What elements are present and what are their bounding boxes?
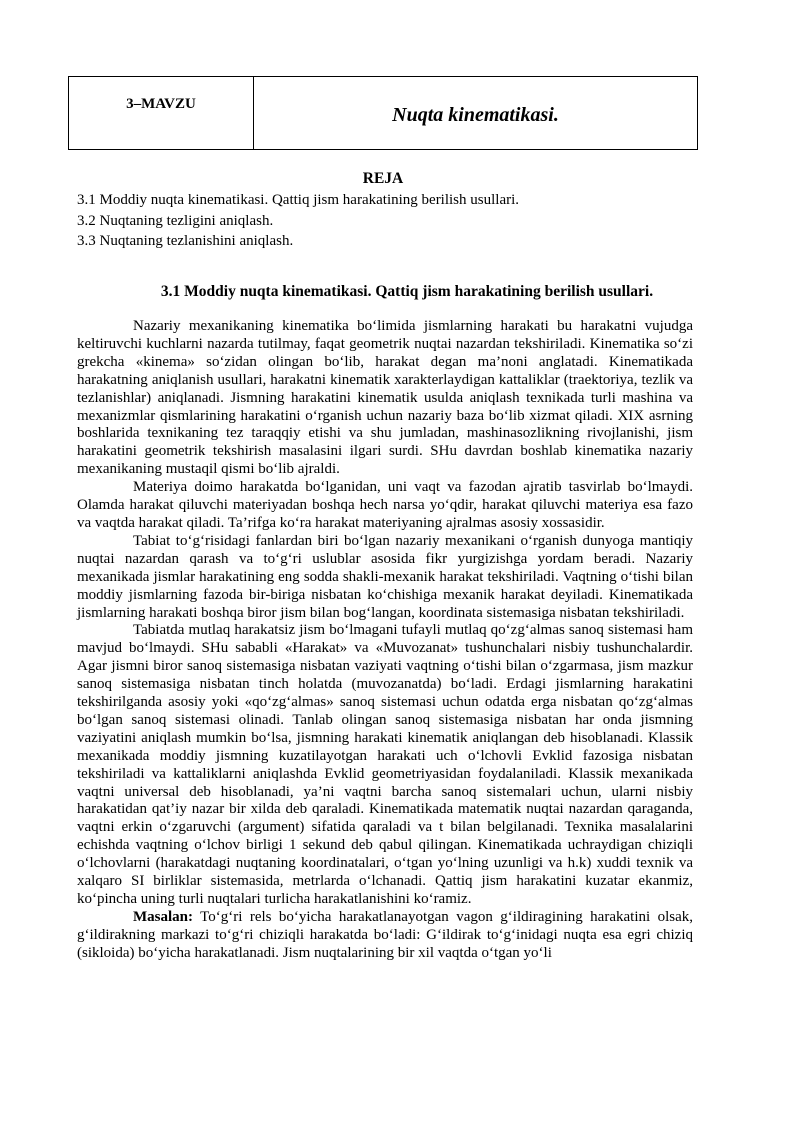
plan-item: 3.2 Nuqtaning tezligini aniqlash.	[77, 212, 274, 229]
example-text: To‘g‘ri rels bo‘yicha harakatlanayotgan vagon g‘ildiragining harakatini olsak, g‘ildirakning markazi to‘g‘ri chiziqli harakatda bo‘ladi: G‘ildirak to‘g‘inidagi nuqta esa egri chiziq (sikloida) bo‘yicha harakatlanadi. Jism nuqtalarining bir xil vaqtda o‘tgan yo‘li	[77, 908, 693, 961]
paragraph: Tabiat to‘g‘risidagi fanlardan biri bo‘lgan nazariy mexanikani o‘rganish dunyoga mantiqiy nuqtai nazardan qarash va to‘g‘ri uslublar asosida fikr yurgizishga yordam beradi. Nazariy mexanikada jismlar harakatining eng sodda shakli-mexanik harakat tekshiriladi. Vaqtning o‘tishi bilan moddiy jismlarning fazoda bir-biriga nisbatan ko‘chishiga mexanik harakat deyiladi. Kinematikada jismlarning harakati boshqa biror jism bilan bog‘langan, koordinata sistemasiga nisbatan tekshiriladi.	[77, 532, 693, 621]
plan-list	[77, 190, 519, 252]
plan-title: REJA	[362, 170, 404, 187]
plan-item: 3.3 Nuqtaning tezlanishini aniqlash.	[77, 233, 294, 249]
plan-item: 3.1 Moddiy nuqta kinematikasi. Qattiq jism harakatining berilish usullari.	[77, 192, 520, 208]
paragraph: Nazariy mexanikaning kinematika bo‘limida jismlarning harakati bu harakatni vujudga keltiruvchi kuchlarni nazarda tutilmay, faqat geometrik nuqtai nazardan tekshiriladi. Kinematika so‘zi grekcha «kinema» so‘zidan olingan bo‘lib, harakat degan ma’noni anglatadi. Kinematikada harakatning aniqlanish usullari, harakatni kinematik xarakterlaydigan kattaliklar (traektoriya, tezlik va tezlanishlar) aniqlanadi. Jismning harakatini kinematik usulda aniqlash texnikada turli mashina va mexanizmlar qismlarining harakatini o‘rganish uchun nazariy baza bo‘lib xizmat qiladi. XIX asrning boshlarida texnikaning tez taraqqiy etishi va shu jumladan, mashinasozlikning rivojlanishi, jism harakatini geometrik tekshirish masalasini ilgari surdi. SHu davrdan boshlab kinematika nazariy mexanikaning mustaqil qismi bo‘lib ajraldi.	[77, 318, 693, 478]
paragraph: Tabiatda mutlaq harakatsiz jism bo‘lmagani tufayli mutlaq qo‘zg‘almas sanoq sistemasi ham mavjud bo‘lmaydi. SHu sababli «Harakat» va «Muvozanat» tushunchalari nisbiy tushunchalardir. Agar jismni biror sanoq sistemasiga nisbatan vaziyati vaqtning o‘tishi bilan o‘zgarmasa, jism mazkur sanoq sistemasiga nisbatan tinch holatda (muvozanatda) bo‘ladi. Erdagi jismlarning harakatini tekshirilganda asosiy yoki «qo‘zg‘almas» sanoq sistemasi uchun odatda erga nisbatan qo‘zg‘almas bo‘lgan sanoq sistemasi olinadi. Tanlab olingan sanoq sistemasiga nisbatan har onda jismning vaziyatini aniqlash mumkin bo‘lsa, jismning harakati kinematik aniqlangan deb hisoblanadi. Klassik mexanikada moddiy jismning kuzatilayotgan harakati uch o‘lchovli Evklid fazosiga nisbatan tekshiriladi va kattaliklarni aniqlashda Evklid geometriyasidan foydalaniladi. Klassik mexanikada vaqtni universal deb hisoblanadi, ya’ni vaqtni barcha sanoq sistemalari uchun, ularni nisbiy harakatidan qat’iy nazar bir xilda deb qaraladi. Kinematikada matematik nuqtai nazardan qaraganda, vaqtni erkin o‘zgaruvchi (argument) sifatida qaraladi va t bilan belgilanadi. Texnika masalalarini echishda vaqtning o‘lchov birligi 1 sekund deb qabul qilingan. Kinematikada uchraydigan chiziqli o‘lchovlarni (harakatdagi nuqtaning koordinatalari, o‘tgan yo‘lning uzunligi va h.k) xuddi texnik va xalqaro SI birliklar sistemasida, metrlarda o‘lchanadi. Qattiq jism harakatini kuzatar ekanmiz, ko‘pincha uning turli nuqtalari turlicha harakatlanishini ko‘ramiz.	[77, 622, 693, 907]
example-label: Masalan:	[133, 908, 193, 925]
paragraph: Materiya doimo harakatda bo‘lganidan, uni vaqt va fazodan ajratib tasvirlab bo‘lmaydi. Olamda harakat qiluvchi materiyadan boshqa hech narsa yo‘qdir, harakat qiluvchi materiya esa fazo va vaqtda harakat qiladi. Ta’rifga ko‘ra harakat materiyaning ajralmas asosiy xossasidir.	[77, 479, 693, 531]
topic-header-table	[68, 76, 698, 150]
topic-label: 3–MAVZU	[69, 77, 254, 149]
section-body	[77, 318, 693, 963]
example-paragraph	[77, 909, 693, 963]
section-title: 3.1 Moddiy nuqta kinematikasi. Qattiq jism harakatining berilish usullari.	[160, 283, 654, 300]
topic-title: Nuqta kinematikasi.	[392, 104, 559, 126]
